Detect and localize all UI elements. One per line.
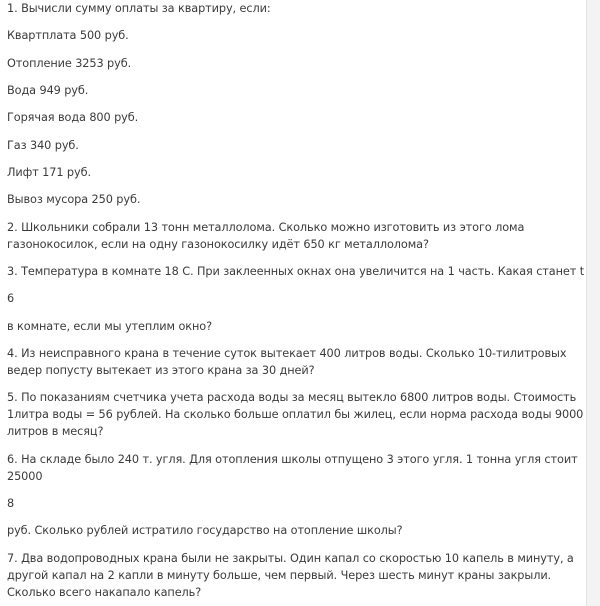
vertical-scrollbar[interactable] <box>586 0 600 606</box>
problem-2-line-1: 2. Школьники собрали 13 тонн металлолома. Сколько можно изготовить из этого лома <box>7 221 525 234</box>
problem-6-line-1: 6. На складе было 240 т. угля. Для отопления школы отпущено 3 этого угля. 1 тонна угля стоит <box>7 453 578 466</box>
item-water: Вода 949 руб. <box>7 84 89 97</box>
problem-6-line-3: руб. Сколько рублей истратило государство на отопление школы? <box>7 524 403 537</box>
problem-7-line-1: 7. Два водопроводных крана были не закрыты. Один капал со скоростью 10 капель в минуту, а <box>7 552 574 565</box>
problem-2-line-2: газонокосилок, если на одну газонокосилку идёт 650 кг металлолома? <box>7 238 429 251</box>
problem-3-line-1: 3. Температура в комнате 18 С. При заклеенных окнах она увеличится на 1 часть. Какая станет t <box>7 265 585 278</box>
problem-1-heading: 1. Вычисли сумму оплаты за квартиру, если: <box>7 2 271 15</box>
problem-6-line-2: 25000 <box>7 470 43 483</box>
problem-5-line-1: 5. По показаниям счетчика учета расхода воды за месяц вытекло 6800 литров воды. Стоимость <box>7 391 577 404</box>
problem-5-line-2: 1литра воды = 56 рублей. На сколько больше оплатил бы жилец, если норма расхода воды 9000 <box>7 408 584 421</box>
problem-7-line-2: другой капал на 2 капли в минуту больше, чем первый. Через шесть минут краны закрыли. <box>7 569 552 582</box>
problem-7-line-3: Сколько всего накапало капель? <box>7 586 202 599</box>
problem-3-line-2: в комнате, если мы утеплим окно? <box>7 320 212 333</box>
item-garbage: Вывоз мусора 250 руб. <box>7 193 141 206</box>
item-gas: Газ 340 руб. <box>7 139 79 152</box>
problem-5-line-3: литров в месяц? <box>7 425 104 438</box>
item-heating: Отопление 3253 руб. <box>7 57 132 70</box>
item-rent: Квартплата 500 руб. <box>7 29 129 42</box>
problem-4-line-1: 4. Из неисправного крана в течение суток вытекает 400 литров воды. Сколько 10-тилитровых <box>7 347 567 360</box>
item-elevator: Лифт 171 руб. <box>7 166 91 179</box>
problem-4-line-2: ведер попусту вытекает из этого крана за 30 дней? <box>7 364 315 377</box>
problem-6-fraction: 8 <box>7 497 15 510</box>
item-hot-water: Горячая вода 800 руб. <box>7 111 139 124</box>
problem-3-fraction: 6 <box>7 292 15 305</box>
